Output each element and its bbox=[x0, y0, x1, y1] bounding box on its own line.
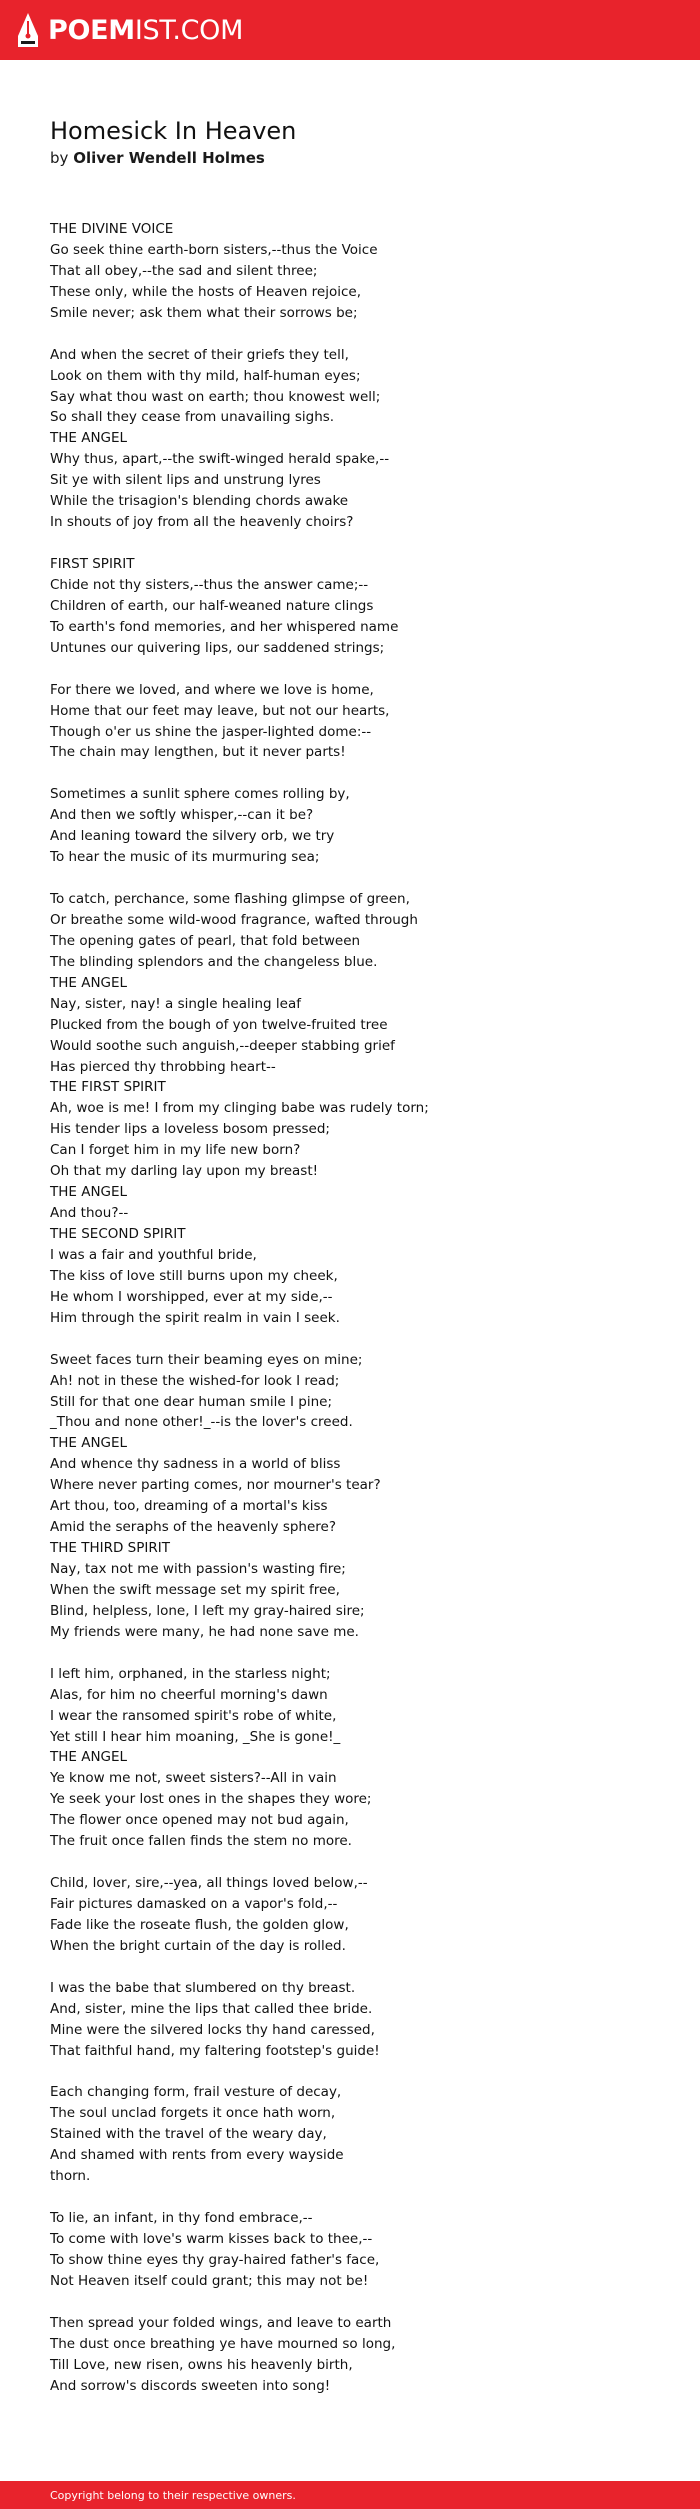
poem-line: To come with love's warm kisses back to thee,-- bbox=[50, 2231, 373, 2247]
poem-body bbox=[50, 219, 670, 2397]
by-label: by bbox=[50, 149, 69, 167]
poem-line: And when the secret of their griefs they tell, bbox=[50, 346, 349, 363]
site-header bbox=[0, 0, 700, 60]
poem-line: Or breathe some wild-wood fragrance, wafted through bbox=[50, 911, 418, 928]
poem-line: Children of earth, our half-weaned nature clings bbox=[50, 597, 374, 614]
poem-line: And then we softly whisper,--can it be? bbox=[50, 807, 314, 824]
stanza-break bbox=[50, 1643, 670, 1664]
poem-line: Though o'er us shine the jasper-lighted dome:-- bbox=[50, 723, 372, 740]
poem-line: Ah, woe is me! I from my clinging babe was rudely torn; bbox=[50, 1100, 429, 1117]
poem-line: That all obey,--the sad and silent three; bbox=[50, 262, 318, 279]
stanza-break bbox=[50, 2187, 670, 2208]
poem-line: While the trisagion's blending chords awake bbox=[50, 493, 349, 510]
stanza-break bbox=[50, 1852, 670, 1873]
poem-line: Ye know me not, sweet sisters?--All in vain bbox=[50, 1770, 337, 1787]
poem-title: Homesick In Heaven bbox=[50, 117, 297, 145]
poem-line: FIRST SPIRIT bbox=[50, 556, 135, 572]
poem-line: His tender lips a loveless bosom pressed; bbox=[50, 1121, 330, 1138]
poem-line: Still for that one dear human smile I pine; bbox=[50, 1393, 333, 1410]
poem-line: Each changing form, frail vesture of decay, bbox=[50, 2084, 342, 2101]
poem-line: To earth's fond memories, and her whispered name bbox=[50, 618, 399, 635]
poem-line: Then spread your folded wings, and leave to earth bbox=[50, 2314, 392, 2331]
stanza-break bbox=[50, 533, 670, 554]
poem-line: Smile never; ask them what their sorrows be; bbox=[50, 304, 358, 321]
poem-line: Go seek thine earth-born sisters,--thus the Voice bbox=[50, 241, 378, 258]
poem-heading bbox=[50, 116, 296, 168]
stanza-break bbox=[50, 659, 670, 680]
poem-line: THE ANGEL bbox=[50, 1749, 128, 1766]
poem-line: THE FIRST SPIRIT bbox=[50, 1079, 166, 1096]
poem-line: Where never parting comes, nor mourner's tear? bbox=[50, 1477, 381, 1494]
poem-line: THE THIRD SPIRIT bbox=[50, 1540, 170, 1557]
poem-line: thorn. bbox=[50, 2168, 91, 2185]
poem-line: _Thou and none other!_--is the lover's creed. bbox=[50, 1414, 353, 1431]
poem-line: These only, while the hosts of Heaven rejoice, bbox=[50, 283, 362, 300]
poem-line: Has pierced thy throbbing heart-- bbox=[50, 1058, 276, 1075]
stanza-break bbox=[50, 1957, 670, 1978]
poem-line: That faithful hand, my faltering footstep's guide! bbox=[50, 2042, 380, 2059]
poem-line: I was the babe that slumbered on thy breast. bbox=[50, 1979, 356, 1996]
logo-bold-text: POEM bbox=[48, 14, 135, 46]
poem-line: Oh that my darling lay upon my breast! bbox=[50, 1163, 319, 1180]
poem-line: And, sister, mine the lips that called thee bride. bbox=[50, 2000, 373, 2017]
poem-line: Child, lover, sire,--yea, all things loved below,-- bbox=[50, 1875, 368, 1892]
poem-line: Nay, tax not me with passion's wasting fire; bbox=[50, 1561, 346, 1577]
poem-line: Sweet faces turn their beaming eyes on mine; bbox=[50, 1351, 363, 1368]
stanza-break bbox=[50, 324, 670, 345]
poem-line: THE ANGEL bbox=[50, 974, 128, 991]
poem-line: Fair pictures damasked on a vapor's fold,-- bbox=[50, 1896, 338, 1912]
poem-line: And thou?-- bbox=[50, 1205, 129, 1222]
poem-line: In shouts of joy from all the heavenly choirs? bbox=[50, 514, 354, 531]
site-footer bbox=[0, 2481, 700, 2509]
author-link[interactable]: Oliver Wendell Holmes bbox=[73, 149, 265, 167]
poem-line: THE SECOND SPIRIT bbox=[50, 1226, 186, 1242]
poem-line: To show thine eyes thy gray-haired father's face, bbox=[50, 2251, 380, 2268]
poem-line: Mine were the silvered locks thy hand caressed, bbox=[50, 2021, 375, 2038]
poem-line: Stained with the travel of the weary day, bbox=[50, 2126, 327, 2143]
poem-line: THE DIVINE VOICE bbox=[50, 221, 174, 237]
poem-line: Home that our feet may leave, but not our hearts, bbox=[50, 702, 390, 719]
site-logo[interactable] bbox=[48, 14, 244, 46]
poem-line: And sorrow's discords sweeten into song! bbox=[50, 2377, 331, 2394]
poem-line: The blinding splendors and the changeless blue. bbox=[50, 953, 378, 970]
poem-line: Untunes our quivering lips, our saddened strings; bbox=[50, 639, 385, 656]
poem-line: To hear the music of its murmuring sea; bbox=[50, 849, 320, 866]
poem-line: Fade like the roseate flush, the golden glow, bbox=[50, 1916, 349, 1933]
poem-line: The kiss of love still burns upon my cheek, bbox=[50, 1267, 338, 1284]
poem-line: Sit ye with silent lips and unstrung lyres bbox=[50, 472, 321, 489]
stanza-break bbox=[50, 2292, 670, 2313]
poem-line: The soul unclad forgets it once hath worn, bbox=[50, 2105, 336, 2122]
poem-line: And whence thy sadness in a world of bliss bbox=[50, 1456, 341, 1473]
poem-line: For there we loved, and where we love is home, bbox=[50, 681, 374, 698]
poem-line: When the bright curtain of the day is rolled. bbox=[50, 1937, 346, 1954]
poem-line: And shamed with rents from every wayside bbox=[50, 2147, 344, 2164]
poem-line: I was a fair and youthful bride, bbox=[50, 1246, 257, 1263]
poem-line: Plucked from the bough of yon twelve-fruited tree bbox=[50, 1016, 388, 1033]
poem-line: I left him, orphaned, in the starless night; bbox=[50, 1665, 331, 1682]
poem-line: THE ANGEL bbox=[50, 1435, 128, 1452]
poem-line: Alas, for him no cheerful morning's dawn bbox=[50, 1686, 328, 1703]
poem-line: The chain may lengthen, but it never parts! bbox=[50, 744, 346, 761]
poem-line: Art thou, too, dreaming of a mortal's kiss bbox=[50, 1498, 328, 1515]
poem-line: I wear the ransomed spirit's robe of white, bbox=[50, 1707, 337, 1724]
poem-line: Ah! not in these the wished-for look I read; bbox=[50, 1372, 340, 1389]
pen-nib-icon[interactable] bbox=[17, 12, 39, 48]
poem-line: Can I forget him in my life new born? bbox=[50, 1142, 301, 1159]
byline bbox=[50, 148, 296, 168]
poem-line: When the swift message set my spirit free, bbox=[50, 1581, 340, 1598]
poem-line: Say what thou wast on earth; thou knowest well; bbox=[50, 388, 381, 405]
stanza-break bbox=[50, 2062, 670, 2083]
poem-line: Him through the spirit realm in vain I seek. bbox=[50, 1309, 340, 1326]
poem-line: Ye seek your lost ones in the shapes they wore; bbox=[50, 1791, 372, 1808]
poem-line: Nay, sister, nay! a single healing leaf bbox=[50, 995, 301, 1012]
stanza-break bbox=[50, 868, 670, 889]
copyright-text: Copyright belong to their respective owners. bbox=[50, 2488, 296, 2502]
stanza-break bbox=[50, 763, 670, 784]
poem-line: My friends were many, he had none save me. bbox=[50, 1623, 359, 1640]
poem-line: Would soothe such anguish,--deeper stabbing grief bbox=[50, 1037, 395, 1054]
poem-line: The dust once breathing ye have mourned so long, bbox=[50, 2335, 396, 2352]
poem-line: Look on them with thy mild, half-human eyes; bbox=[50, 367, 361, 384]
poem-line: The opening gates of pearl, that fold between bbox=[50, 932, 361, 949]
poem-line: Sometimes a sunlit sphere comes rolling by, bbox=[50, 786, 350, 803]
poem-line: Amid the seraphs of the heavenly sphere? bbox=[50, 1519, 337, 1536]
stanza-break bbox=[50, 1329, 670, 1350]
poem-line: THE ANGEL bbox=[50, 430, 128, 447]
poem-line: Yet still I hear him moaning, _She is gone!_ bbox=[50, 1728, 341, 1745]
poem-line: Till Love, new risen, owns his heavenly birth, bbox=[50, 2356, 353, 2373]
logo-light-text: IST.COM bbox=[134, 14, 244, 46]
poem-line: Chide not thy sisters,--thus the answer came;-- bbox=[50, 576, 369, 593]
poem-line: And leaning toward the silvery orb, we try bbox=[50, 828, 335, 845]
poem-line: So shall they cease from unavailing sighs. bbox=[50, 409, 335, 426]
poem-line: THE ANGEL bbox=[50, 1184, 128, 1201]
poem-line: To lie, an infant, in thy fond embrace,-- bbox=[50, 2210, 313, 2227]
poem-line: To catch, perchance, some flashing glimpse of green, bbox=[50, 891, 410, 907]
poem-line: The fruit once fallen finds the stem no more. bbox=[50, 1833, 352, 1850]
poem-line: Not Heaven itself could grant; this may not be! bbox=[50, 2272, 369, 2289]
poem-line: Why thus, apart,--the swift-winged herald spake,-- bbox=[50, 451, 390, 468]
poem-line: Blind, helpless, lone, I left my gray-haired sire; bbox=[50, 1602, 365, 1619]
poem-line: He whom I worshipped, ever at my side,-- bbox=[50, 1288, 333, 1305]
poem-line: The flower once opened may not bud again, bbox=[50, 1812, 349, 1829]
